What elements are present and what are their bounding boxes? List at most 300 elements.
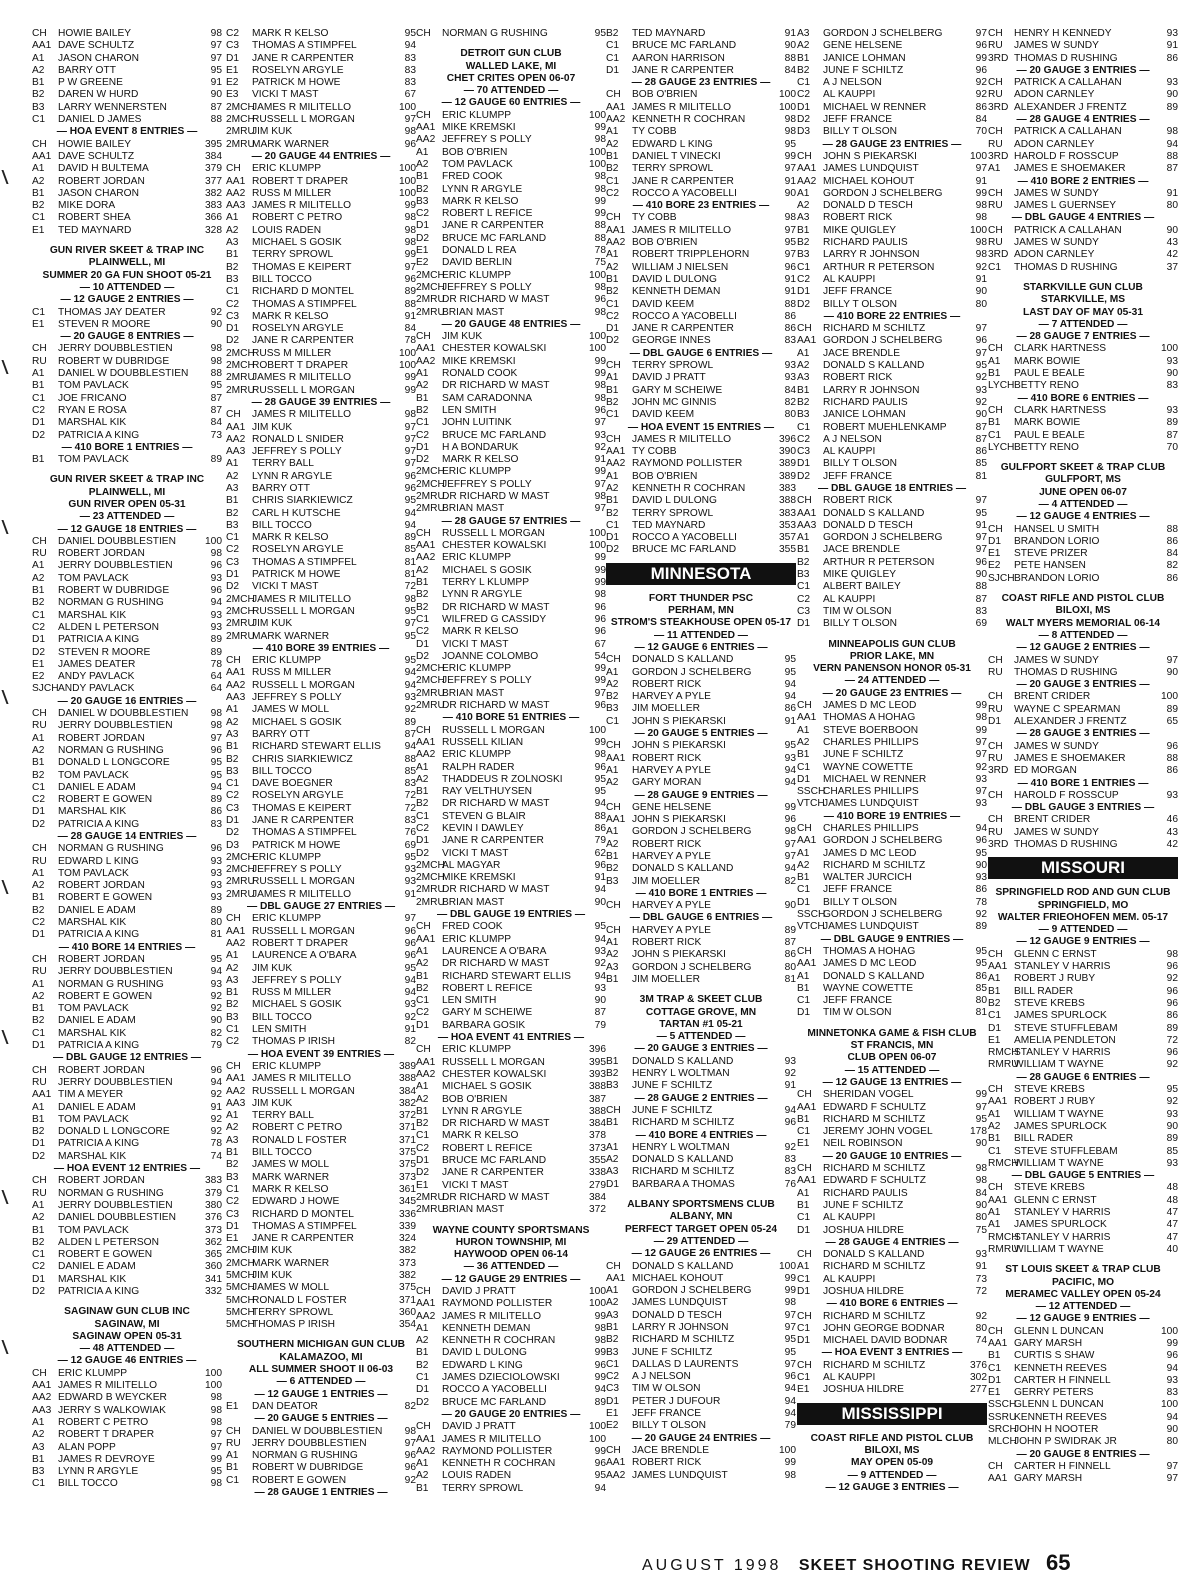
shooter-name: THOMAS P IRISH — [252, 1036, 336, 1048]
result-row — [606, 716, 796, 728]
score: 94 — [404, 679, 416, 691]
class-code: RU — [988, 826, 1003, 838]
shooter-name: JEFF FRANCE — [823, 884, 893, 896]
score: 95 — [1166, 1084, 1178, 1096]
result-row — [416, 282, 606, 294]
class-code: C1 — [988, 1362, 1002, 1374]
result-row — [416, 639, 606, 651]
club-heading: SAGINAW GUN CLUB INC — [64, 1306, 190, 1318]
score: 96 — [594, 601, 606, 613]
score: 99 — [594, 355, 606, 367]
class-code: CH — [226, 409, 241, 421]
shooter-name: MARK BOWIE — [1014, 417, 1081, 429]
result-row — [226, 1245, 416, 1257]
result-row — [606, 1105, 796, 1117]
score: 96 — [404, 482, 416, 494]
score: 90 — [975, 409, 987, 421]
shooter-name: BARBARA A THOMAS — [632, 1178, 735, 1190]
shooter-name: JAMES R MILITELLO — [632, 101, 732, 113]
shooter-name: MARK WARNER — [252, 630, 330, 642]
result-row — [797, 262, 987, 274]
shooter-name: STEVEN R MOORE — [58, 318, 151, 330]
shooter-name: JEFF FRANCE — [823, 286, 893, 298]
score: 95 — [784, 740, 796, 752]
result-row — [226, 876, 416, 888]
shooter-name: JEFFREY S POLLY — [442, 281, 532, 293]
score: 94 — [404, 987, 416, 999]
event-heading: — 410 BORE 2 ENTRIES — — [1017, 175, 1149, 187]
shooter-name: ROBERT RICK — [823, 372, 893, 384]
class-code: CH — [226, 655, 241, 667]
class-code: AA2 — [226, 433, 246, 445]
score: 92 — [210, 306, 222, 318]
class-code: C2 — [32, 404, 46, 416]
score: 98 — [210, 1416, 222, 1428]
shooter-name: RUSSELL L MORGAN — [252, 114, 355, 126]
result-row — [226, 200, 416, 212]
result-row — [416, 688, 606, 700]
shooter-name: RICHARD D MONTEL — [252, 286, 354, 298]
result-row — [606, 876, 796, 888]
shooter-name: STEVE KREBS — [1014, 997, 1085, 1009]
shooter-name: JIM MOELLER — [632, 973, 700, 985]
shooter-name: ERIC KLUMPP — [442, 552, 512, 564]
score: 90 — [594, 896, 606, 908]
result-row — [988, 1146, 1178, 1158]
class-code: C1 — [416, 1372, 430, 1384]
score: 100 — [970, 224, 987, 236]
class-code: SJCH — [988, 572, 1015, 584]
score: 372 — [399, 1110, 416, 1122]
class-code: CH — [32, 1175, 47, 1187]
event-heading: — 23 ATTENDED — — [79, 511, 175, 523]
shooter-name: BRUCE MC FARLAND — [632, 40, 737, 52]
shooter-name: JAMES R MILITELLO — [252, 888, 352, 900]
class-code: B3 — [797, 569, 810, 581]
result-row — [226, 446, 416, 458]
result-row — [606, 962, 796, 974]
score: 97 — [784, 163, 796, 175]
shooter-name: JIM KUK — [252, 421, 293, 433]
class-code: CH — [797, 700, 812, 712]
result-row — [606, 520, 796, 532]
shooter-name: JUNE F SCHILTZ — [823, 64, 904, 76]
shooter-name: ERIC KLUMPP — [252, 1060, 322, 1072]
class-code: CH — [32, 1367, 47, 1379]
score: 91 — [784, 1080, 796, 1092]
class-code: B1 — [797, 872, 810, 884]
class-code: C1 — [988, 261, 1002, 273]
class-code: 3RD — [988, 150, 1009, 162]
shooter-name: MARK BOWIE — [1014, 355, 1081, 367]
result-row — [32, 806, 222, 818]
class-code: B1 — [32, 187, 45, 199]
result-row — [226, 299, 416, 311]
score: 100 — [399, 187, 416, 199]
class-code: C1 — [606, 519, 620, 531]
shooter-name: JUNE F SCHILTZ — [823, 1199, 904, 1211]
result-row — [226, 1233, 416, 1245]
score: 43 — [1166, 826, 1178, 838]
class-code: A3 — [606, 1166, 619, 1178]
club-heading: JUNE OPEN 06-07 — [1039, 486, 1127, 498]
shooter-name: RALPH RADER — [442, 761, 515, 773]
score: 47 — [1166, 1231, 1178, 1243]
results-column-2 — [226, 28, 416, 1499]
result-row — [226, 987, 416, 999]
result-row — [416, 1020, 606, 1032]
score: 96 — [404, 273, 416, 285]
result-row — [606, 753, 796, 765]
class-code: A3 — [226, 237, 239, 249]
result-row — [32, 782, 222, 794]
result-row — [32, 1028, 222, 1040]
score: 96 — [1166, 1047, 1178, 1059]
result-row — [606, 1334, 796, 1346]
class-code: D2 — [226, 335, 240, 347]
class-code: D1 — [32, 634, 46, 646]
class-code: AA2 — [226, 187, 246, 199]
shooter-name: DONALD D TESCH — [632, 1309, 722, 1321]
score: 88 — [784, 298, 796, 310]
result-row — [988, 655, 1178, 667]
score: 93 — [975, 1249, 987, 1261]
class-code: B2 — [606, 286, 619, 298]
score: 93 — [1166, 1374, 1178, 1386]
class-code: A3 — [226, 482, 239, 494]
shooter-name: RICHARD STEWART ELLIS — [442, 970, 571, 982]
class-code: A2 — [797, 200, 810, 212]
score: 93 — [1166, 1108, 1178, 1120]
shooter-name: JOHN S PIEKARSKI — [632, 949, 726, 961]
result-row — [416, 1204, 606, 1216]
shooter-name: ERIC KLUMPP — [442, 663, 512, 675]
shooter-name: JEFFREY S POLLY — [252, 692, 342, 704]
class-code: A1 — [226, 458, 239, 470]
score: 99 — [784, 1285, 796, 1297]
score: 94 — [975, 823, 987, 834]
score: 97 — [404, 446, 416, 458]
class-code: C2 — [32, 621, 46, 633]
result-row — [606, 89, 796, 101]
class-code: A1 — [32, 867, 45, 879]
shooter-name: GARY MORAN — [632, 777, 702, 789]
result-row — [226, 803, 416, 815]
result-row — [416, 196, 606, 208]
result-row — [797, 188, 987, 200]
result-row — [32, 892, 222, 904]
shooter-name: VICKI T MAST — [252, 89, 319, 101]
score: 97 — [404, 261, 416, 273]
score: 95 — [594, 773, 606, 785]
score: 380 — [205, 1199, 222, 1211]
score: 93 — [1166, 28, 1178, 39]
shooter-name: HARVEY A PYLE — [632, 851, 711, 862]
shooter-name: EDWARD L KING — [58, 855, 139, 867]
class-code: A2 — [416, 1335, 429, 1347]
event-heading: — 410 BORE 1 ENTRIES — — [61, 441, 193, 453]
result-row — [606, 274, 796, 286]
class-code: AA1 — [226, 175, 246, 187]
score: 40 — [1166, 1243, 1178, 1255]
event-heading: — DBL GAUGE 6 ENTRIES — — [629, 347, 773, 359]
class-code: C2 — [416, 208, 430, 220]
shooter-name: GARY M SCHEIWE — [632, 384, 723, 396]
score: 88 — [1166, 523, 1178, 535]
shooter-name: ERIC KLUMPP — [442, 749, 512, 761]
result-row — [988, 741, 1178, 753]
club-heading: STROM'S STEAKHOUSE OPEN 05-17 — [610, 617, 792, 629]
shooter-name: THOMAS E KEIPERT — [252, 261, 352, 273]
score: 89 — [1166, 417, 1178, 429]
class-code: A2 — [988, 1120, 1001, 1132]
class-code: E2 — [416, 257, 429, 269]
result-row — [226, 544, 416, 556]
score: 96 — [975, 556, 987, 568]
class-code: B2 — [416, 982, 429, 994]
score: 92 — [404, 704, 416, 716]
result-row — [226, 1147, 416, 1159]
score: 81 — [404, 569, 416, 581]
score: 95 — [975, 1113, 987, 1125]
score: 67 — [404, 89, 416, 101]
shooter-name: JAMES D MC LEOD — [823, 847, 917, 859]
score: 93 — [1166, 789, 1178, 801]
club-heading: COTTAGE GROVE, MN — [645, 1006, 757, 1018]
shooter-name: DONALD L LONGCORE — [58, 1126, 170, 1138]
result-row — [988, 949, 1178, 961]
score: 96 — [404, 937, 416, 949]
result-row — [32, 1442, 222, 1454]
shooter-name: ERIC KLUMPP — [442, 466, 512, 478]
class-code: C3 — [226, 1208, 240, 1220]
shooter-name: THOMAS E KEIPERT — [252, 802, 352, 814]
event-heading: — DBL GAUGE 18 ENTRIES — — [817, 482, 967, 494]
result-row — [226, 618, 416, 630]
club-heading: HURON TOWNSHIP, MI — [455, 1236, 567, 1248]
shooter-name: ROBERT JORDAN — [58, 953, 145, 965]
result-row — [797, 594, 987, 606]
score: 90 — [784, 900, 796, 912]
class-code: E3 — [226, 89, 239, 101]
shooter-name: GORDON J SCHELBERG — [823, 909, 943, 921]
shooter-name: PAUL E BEALE — [1014, 368, 1085, 380]
shooter-name: BILL TOCCO — [252, 1147, 312, 1159]
class-code: C1 — [226, 1474, 240, 1486]
club-heading: WALT MYERS MEMORIAL 06-14 — [1005, 617, 1161, 629]
class-code: 5MCH — [226, 1282, 255, 1294]
shooter-name: STEVE PRIZER — [1014, 548, 1088, 560]
class-code: C1 — [797, 1273, 811, 1285]
score: 97 — [975, 28, 987, 39]
result-row — [797, 909, 987, 921]
result-row — [32, 1405, 222, 1417]
result-row — [606, 212, 796, 224]
class-code: B1 — [32, 380, 45, 392]
class-code: A2 — [606, 678, 619, 690]
class-code: D1 — [416, 835, 430, 847]
class-code: C1 — [606, 175, 620, 187]
class-code: E2 — [226, 77, 239, 89]
result-row — [606, 703, 796, 715]
club-heading: TARTAN #1 05-21 — [659, 1018, 743, 1030]
score: 99 — [594, 663, 606, 675]
class-code: B2 — [226, 507, 239, 519]
result-row — [988, 1035, 1178, 1047]
score: 90 — [210, 1015, 222, 1027]
score: 95 — [784, 237, 796, 249]
result-row — [988, 430, 1178, 442]
shooter-name: STEVE STUFFLEBAM — [1014, 1022, 1118, 1034]
score: 355 — [589, 1155, 606, 1167]
result-row — [416, 921, 606, 933]
class-code: 2MCH — [226, 114, 255, 126]
result-row — [988, 1473, 1178, 1485]
class-code: 2MCH — [226, 360, 255, 372]
class-code: A3 — [606, 1309, 619, 1321]
results-column-1 — [32, 28, 222, 1491]
score: 93 — [975, 384, 987, 396]
score: 81 — [975, 1007, 987, 1019]
shooter-name: BILL TOCCO — [252, 273, 312, 285]
shooter-name: ROBERT C PETRO — [58, 1416, 149, 1428]
class-code: B1 — [416, 970, 429, 982]
class-code: D1 — [988, 1374, 1002, 1386]
class-code: C1 — [797, 1322, 811, 1334]
result-row — [797, 200, 987, 212]
class-code: D2 — [797, 114, 811, 126]
class-code: AA1 — [606, 101, 626, 113]
shooter-name: LAURENCE A O'BARA — [252, 950, 357, 962]
class-code: C1 — [226, 1024, 240, 1036]
class-code: A1 — [226, 950, 239, 962]
class-code: AA1 — [416, 540, 436, 552]
shooter-name: PETE HANSEN — [1014, 560, 1086, 572]
class-code: A1 — [988, 1219, 1001, 1231]
class-code: 2MRU — [226, 372, 255, 384]
class-code: CH — [988, 28, 1003, 39]
result-row — [226, 114, 416, 126]
class-code: SSCH — [797, 909, 826, 921]
event-heading: — HOA EVENT 15 ENTRIES — — [627, 421, 775, 433]
shooter-name: KENNETH REEVES — [1014, 1411, 1107, 1423]
shooter-name: ADON CARNLEY — [1014, 89, 1095, 101]
shooter-name: RUSS M MILLER — [252, 987, 332, 999]
result-row — [797, 212, 987, 224]
result-row — [606, 151, 796, 163]
result-row — [988, 405, 1178, 417]
score: 83 — [784, 1166, 796, 1178]
result-row — [32, 905, 222, 917]
class-code: B2 — [797, 396, 810, 408]
class-code: B2 — [797, 556, 810, 568]
score: 375 — [399, 1147, 416, 1159]
shooter-name: JOHN MC GINNIS — [632, 396, 717, 408]
shooter-name: LARRY WENNERSTEN — [58, 101, 167, 113]
class-code: C1 — [32, 392, 46, 404]
shooter-name: TED MAYNARD — [58, 224, 132, 236]
score: 98 — [594, 392, 606, 404]
shooter-name: JERRY S WALKOWIAK — [58, 1404, 166, 1416]
class-code: AA3 — [32, 1404, 52, 1416]
score: 86 — [975, 970, 987, 982]
class-code: D1 — [226, 323, 240, 335]
score: 100 — [399, 101, 416, 113]
score: 373 — [399, 1171, 416, 1183]
result-row — [226, 631, 416, 643]
class-code: D2 — [797, 298, 811, 310]
result-row — [32, 979, 222, 991]
club-heading: PERFECT TARGET OPEN 05-24 — [624, 1223, 778, 1235]
shooter-name: BRUCE MC FARLAND — [442, 232, 547, 244]
result-row — [226, 864, 416, 876]
shooter-name: DAVID H BULTEMA — [58, 163, 149, 175]
score: 96 — [210, 744, 222, 756]
shooter-name: DANIEL W DOUBBLESTIEN — [58, 708, 189, 720]
shooter-name: JEFFREY S POLLY — [252, 974, 342, 986]
shooter-name: AL KAUPPI — [823, 446, 876, 458]
shooter-name: GORDON J SCHELBERG — [823, 335, 943, 347]
score: 96 — [1166, 985, 1178, 997]
result-row — [416, 454, 606, 466]
shooter-name: DAVE BOEGNER — [252, 778, 333, 790]
shooter-name: JEREMY JOHN VOGEL — [823, 1126, 933, 1138]
club-heading: FORT THUNDER PSC — [648, 592, 754, 604]
event-heading: — 28 GAUGE 2 ENTRIES — — [634, 1092, 768, 1104]
score: 93 — [1166, 77, 1178, 89]
result-row — [416, 626, 606, 638]
class-code: B1 — [32, 454, 45, 466]
shooter-name: RUSS M MILLER — [252, 187, 332, 199]
shooter-name: JAMES W SUNDY — [1014, 40, 1099, 52]
shooter-name: ROBERT L REFICE — [442, 1142, 533, 1154]
shooter-name: PATRICK A CALLAHAN — [1014, 77, 1122, 89]
score: 97 — [975, 736, 987, 748]
result-row — [988, 1244, 1178, 1256]
score: 90 — [1166, 224, 1178, 236]
shooter-name: LEN SMITH — [442, 404, 497, 416]
class-code: AA3 — [226, 1097, 246, 1109]
class-code: CH — [606, 89, 621, 101]
class-code: CH — [606, 1104, 621, 1116]
class-code: D2 — [226, 827, 240, 839]
shooter-name: ERIC KLUMPP — [442, 269, 512, 281]
class-code: RU — [32, 855, 47, 867]
result-row — [32, 1040, 222, 1052]
class-code: CH — [606, 433, 621, 445]
class-code: C2 — [797, 593, 811, 605]
class-code: CH — [797, 1089, 812, 1101]
score: 96 — [210, 843, 222, 855]
class-code: C2 — [416, 1007, 430, 1019]
event-heading: — 20 GAUGE 3 ENTRIES — — [634, 1043, 768, 1055]
event-heading: — 12 GAUGE 1 ENTRIES — — [254, 1388, 388, 1400]
score: 91 — [975, 175, 987, 187]
shooter-name: LARRY R JOHNSON — [823, 249, 920, 261]
shooter-name: BRIAN MAST — [442, 1204, 505, 1216]
result-row — [606, 740, 796, 752]
result-row — [416, 1347, 606, 1359]
result-row — [606, 532, 796, 544]
shooter-name: LYNN R ARGYLE — [442, 183, 523, 195]
result-row — [797, 458, 987, 470]
score: 93 — [784, 360, 796, 372]
result-row — [416, 159, 606, 171]
shooter-name: EDWARD L KING — [442, 1359, 523, 1371]
result-row — [32, 225, 222, 237]
shooter-name: TY COBB — [632, 446, 677, 458]
score: 89 — [404, 286, 416, 298]
